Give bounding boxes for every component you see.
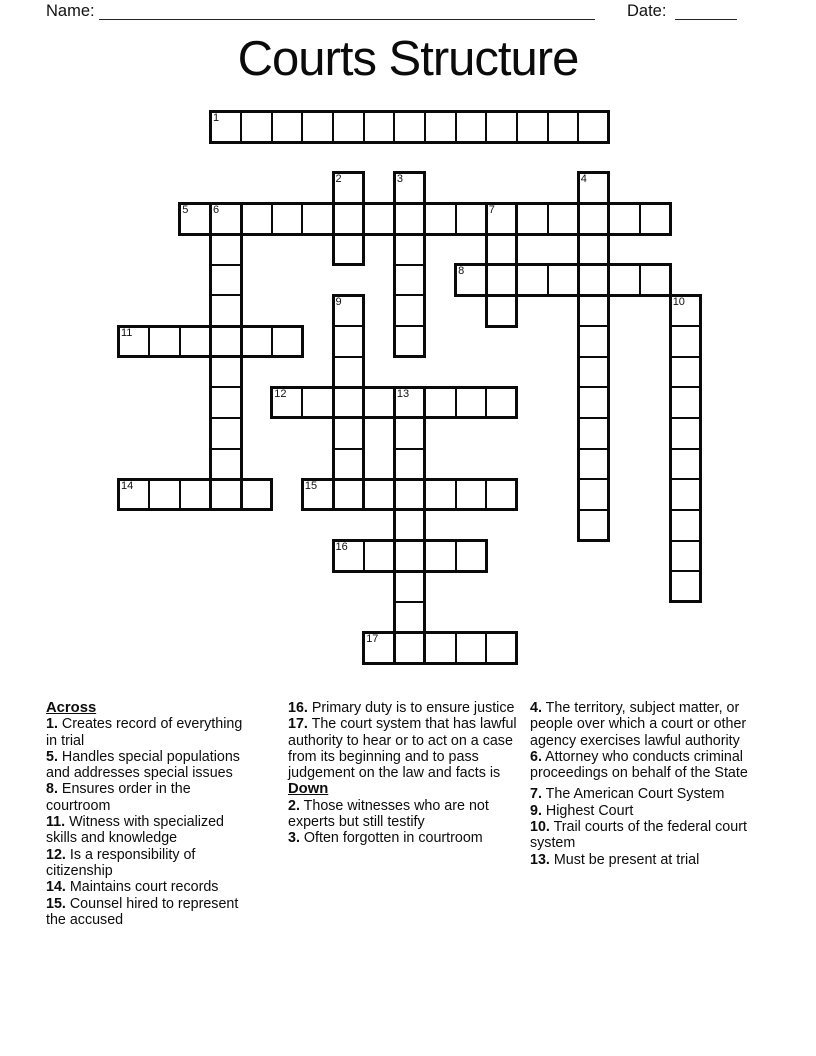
clue-number: 13 [396,387,410,400]
clue-2: 2. Those witnesses who are not experts but still testify [288,797,489,831]
clue-1: 1. Creates record of everything in trial [46,716,243,749]
grid-cell[interactable] [363,386,396,419]
grid-cell[interactable] [332,386,365,419]
clue-10: 10. Trail courts of the federal court system [530,819,747,852]
grid-cell[interactable] [577,448,610,481]
grid-cell[interactable] [455,386,488,419]
clue-column-left [46,700,252,928]
grid-cell[interactable] [332,233,365,266]
grid-cell[interactable] [179,478,212,511]
clue-15: 15. Counsel hired to represent the accused [46,895,239,928]
clue-number: 8 [458,265,465,278]
grid-cell[interactable] [209,325,242,358]
grid-cell[interactable] [363,478,396,511]
grid-cell[interactable] [301,386,334,419]
grid-cell[interactable] [516,264,549,297]
date-label: Date: [627,2,667,20]
page-title: Courts Structure [237,32,579,86]
grid-cell[interactable] [547,111,580,144]
grid-cell[interactable] [393,202,426,235]
grid-cell[interactable] [669,570,702,603]
grid-cell[interactable] [332,478,365,511]
grid-cell[interactable] [393,478,426,511]
grid-cell[interactable] [332,325,365,358]
grid-cell[interactable] [209,264,242,297]
grid-cell[interactable] [639,202,672,235]
grid-cell[interactable] [209,294,242,327]
clue-number: 9 [335,295,342,308]
grid-cell[interactable] [669,325,702,358]
grid-cell[interactable] [332,417,365,450]
grid-cell[interactable] [516,111,549,144]
grid-cell[interactable] [393,540,426,573]
grid-cell[interactable] [485,264,518,297]
grid-cell[interactable] [669,540,702,573]
grid-cell[interactable] [485,478,518,511]
grid-cell[interactable] [209,448,242,481]
grid-cell[interactable] [271,325,304,358]
grid-cell[interactable] [424,632,457,665]
grid-cell[interactable] [669,356,702,389]
grid-cell[interactable] [148,325,181,358]
grid-cell[interactable] [577,478,610,511]
grid-cell[interactable] [271,111,304,144]
clue-column-middle [288,700,524,847]
grid-cell[interactable] [516,202,549,235]
clue-number: 10 [672,295,685,308]
grid-cell[interactable] [485,294,518,327]
grid-cell[interactable] [332,111,365,144]
grid-cell[interactable] [577,417,610,450]
grid-cell[interactable] [148,478,181,511]
grid-cell[interactable] [577,111,610,144]
clue-number: 12 [274,387,287,400]
grid-cell[interactable] [424,111,457,144]
grid-cell[interactable] [455,202,488,235]
grid-cell[interactable] [332,448,365,481]
grid-cell[interactable] [577,509,610,542]
grid-cell[interactable] [393,325,426,358]
clue-6: 6. Attorney who conducts criminal proceedings on behalf of the State [530,748,748,782]
grid-cell[interactable] [393,111,426,144]
grid-cell[interactable] [424,386,457,419]
clue-number: 4 [580,173,587,186]
grid-cell[interactable] [240,325,273,358]
clue-number: 2 [335,173,342,186]
grid-cell[interactable] [547,202,580,235]
grid-cell[interactable] [424,478,457,511]
grid-cell[interactable] [240,478,273,511]
grid-cell[interactable] [393,570,426,603]
grid-cell[interactable] [639,264,672,297]
grid-cell[interactable] [485,632,518,665]
grid-cell[interactable] [424,202,457,235]
clue-17: 17. The court system that has lawful authority to hear or to act on a case from its beginning and to pass judgement on the law and facts is [288,716,517,782]
clue-3: 3. Often forgotten in courtroom [288,830,483,847]
clue-4: 4. The territory, subject matter, or people over which a court or other agency exercises lawful authority [530,700,747,749]
clue-14: 14. Maintains court records [46,879,219,896]
grid-cell[interactable] [240,111,273,144]
grid-cell[interactable] [485,111,518,144]
grid-cell[interactable] [209,417,242,450]
clue-11: 11. Witness with specialized skills and knowledge [46,814,225,847]
across-heading: Across [46,700,97,716]
grid-cell[interactable] [209,386,242,419]
clue-number: 1 [212,112,220,124]
grid-cell[interactable] [577,294,610,327]
clue-8: 8. Ensures order in the courtroom [46,781,191,814]
grid-cell[interactable] [669,448,702,481]
grid-cell[interactable] [209,478,242,511]
clue-7: 7. The American Court System [530,786,725,803]
grid-cell[interactable] [669,417,702,450]
grid-cell[interactable] [577,202,610,235]
grid-cell[interactable] [393,632,426,665]
grid-cell[interactable] [669,478,702,511]
grid-cell[interactable] [455,478,488,511]
grid-cell[interactable] [485,233,518,266]
grid-cell[interactable] [455,632,488,665]
clue-13: 13. Must be present at trial [530,851,700,868]
grid-cell[interactable] [669,509,702,542]
grid-cell[interactable] [424,540,457,573]
grid-cell[interactable] [393,601,426,634]
clue-column-right [530,700,766,868]
grid-cell[interactable] [209,356,242,389]
down-heading: Down [288,781,329,798]
grid-cell[interactable] [301,202,334,235]
clue-number: 15 [304,479,318,492]
grid-cell[interactable] [669,386,702,419]
grid-cell[interactable] [577,264,610,297]
grid-cell[interactable] [240,202,273,235]
grid-cell[interactable] [608,202,641,235]
clue-12: 12. Is a responsibility of citizenship [46,846,196,879]
clue-9: 9. Highest Court [530,802,634,819]
grid-cell[interactable] [271,202,304,235]
grid-cell[interactable] [393,417,426,450]
grid-cell[interactable] [455,111,488,144]
clue-number: 17 [366,633,379,646]
clue-number: 11 [121,326,133,339]
grid-cell[interactable] [577,386,610,419]
name-label: Name: [46,2,95,20]
grid-cell[interactable] [393,264,426,297]
grid-cell[interactable] [363,540,396,573]
clue-number: 6 [212,203,220,216]
grid-cell[interactable] [393,294,426,327]
clue-number: 7 [488,203,495,216]
grid-cell[interactable] [577,325,610,358]
clue-number: 16 [335,541,348,554]
grid-cell[interactable] [577,356,610,389]
grid-cell[interactable] [332,356,365,389]
clue-5: 5. Handles special populations and addresses special issues [46,748,240,782]
grid-cell[interactable] [363,202,396,235]
grid-cell[interactable] [332,202,365,235]
clue-16: 16. Primary duty is to ensure justice [288,700,515,716]
grid-cell[interactable] [393,448,426,481]
grid-cell[interactable] [608,264,641,297]
clue-number: 5 [182,203,189,216]
grid-cell[interactable] [363,111,396,144]
grid-cell[interactable] [485,386,518,419]
grid-cell[interactable] [547,264,580,297]
grid-cell[interactable] [209,233,242,266]
grid-cell[interactable] [393,509,426,542]
grid-cell[interactable] [179,325,212,358]
grid-cell[interactable] [301,111,334,144]
clue-number: 14 [121,479,134,492]
grid-cell[interactable] [455,540,488,573]
grid-cell[interactable] [393,233,426,266]
clue-number: 3 [396,173,403,186]
grid-cell[interactable] [577,233,610,266]
